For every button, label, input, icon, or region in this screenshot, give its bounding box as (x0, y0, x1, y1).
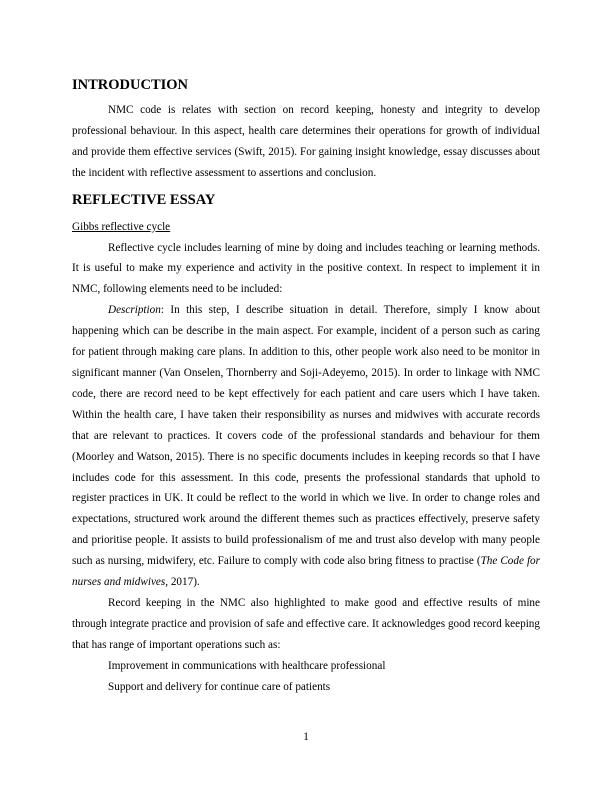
record-keeping-paragraph: Record keeping in the NMC also highlighted to make good and effective results of mine through integrate practice and provision of safe and effective care. It acknowledges good record keeping that has range of important operations such as: (72, 596, 540, 651)
citation-end: , 2017). (165, 576, 200, 589)
gibbs-subheading: Gibbs reflective cycle (72, 220, 171, 233)
description-label: Description (108, 304, 161, 317)
description-text: : In this step, I describe situation in detail. Therefore, simply I know about happening which can be describe in the main aspect. For example, incident of a person such as caring for patient through making care plans. In addition to this, other people work also need to be monitor in significant manner (Van Onselen, Thornberry and Soji-Adeyemo, 2015). In order to linkage with NMC code, there are record need to be kept effectively for each patient and care users which I have taken. Within the health care, I have taken their responsibility as nurses and midwives with accurate records that are relevant to practices. It covers code of the professional standards and behaviour for them (Moorley and Watson, 2015). There is no specific documents includes in keeping records so that I have includes code for this assessment. In this code, presents the professional standards that uphold to register practices in UK. It could be reflect to the world in which we live. In order to change roles and expectations, structured work around the different themes such as practices effectively, preserve safety and prioritise people. It assists to build professionalism of me and trust also develop with many people such as nursing, midwifery, etc. Failure to comply with code also bring fitness to practise ( (72, 304, 540, 568)
document-page (72, 76, 540, 697)
introduction-paragraph: NMC code is relates with section on record keeping, honesty and integrity to develop professional behaviour. In this aspect, health care determines their operations for growth of individual and provide them effective services (Swift, 2015). For gaining insight knowledge, essay discusses about the incident with reflective assessment to assertions and conclusion. (72, 104, 540, 179)
introduction-heading: INTRODUCTION (72, 77, 189, 93)
description-paragraph (72, 300, 540, 593)
page-number: 1 (303, 731, 309, 743)
reflective-cycle-paragraph: Reflective cycle includes learning of mine by doing and includes teaching or learning methods. It is useful to make my experience and activity in the positive context. In respect to implement it in NMC, following elements need to be included: (72, 241, 540, 296)
list-item: Support and delivery for continue care of patients (108, 680, 331, 693)
reflective-essay-heading: REFLECTIVE ESSAY (72, 191, 216, 208)
list-item: Improvement in communications with healthcare professional (108, 659, 386, 672)
citation-title: The Code for nurses and midwives (72, 555, 540, 589)
